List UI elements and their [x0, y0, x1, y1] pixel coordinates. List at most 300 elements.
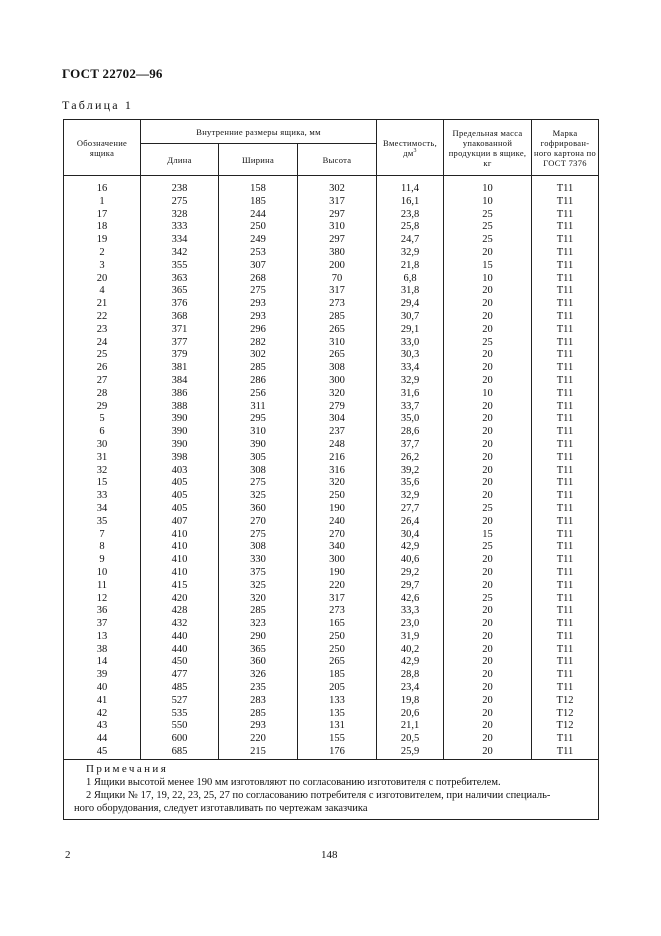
table-cell: 405	[171, 477, 188, 489]
table-cell: Т11	[556, 438, 574, 450]
table-cell: 13	[96, 630, 108, 642]
header-designation: Обозначение ящика	[64, 120, 141, 176]
table-cell: 273	[329, 298, 345, 310]
table-cell: Т11	[556, 733, 574, 745]
table-cell: 428	[171, 605, 188, 617]
table-cell: 40,2	[400, 643, 420, 655]
table-cell: Т11	[556, 630, 574, 642]
table-cell: 317	[329, 592, 345, 604]
table-cell: 340	[329, 541, 345, 553]
table-cell: Т11	[556, 515, 574, 527]
table-cell: 25	[482, 592, 493, 604]
table-cell: 450	[171, 656, 188, 668]
table-cell: 325	[250, 579, 266, 591]
table-cell: 20	[482, 426, 493, 438]
table-cell: Т12	[556, 707, 574, 719]
table-cell: 268	[250, 272, 266, 284]
table-cell: Т12	[556, 720, 574, 732]
column-max-mass	[444, 176, 532, 760]
table-cell: 32	[96, 464, 108, 476]
table-cell: 7	[99, 528, 105, 540]
table-cell: 6,8	[403, 272, 417, 284]
note-2-line-1: 2 Ящики № 17, 19, 22, 23, 25, 27 по согласованию потребителя с изготовителем, при наличии специаль-	[86, 789, 551, 801]
header-grade: Марка гофрирован-ного картона по ГОСТ 7376	[532, 120, 599, 176]
table-cell: 285	[329, 310, 345, 322]
table-cell: 216	[329, 451, 345, 463]
table-cell: 320	[329, 387, 345, 399]
table-cell: 20	[482, 413, 493, 425]
table-cell: 244	[250, 208, 266, 220]
page-marker-left: 2	[65, 849, 71, 861]
table-cell: 20	[482, 669, 493, 681]
table-cell: 30,7	[400, 310, 420, 322]
column-width	[219, 176, 298, 760]
table-cell: 371	[171, 323, 188, 335]
table-cell: 20	[482, 515, 493, 527]
table-cell: 10	[482, 195, 493, 207]
table-cell: 368	[171, 310, 188, 322]
table-cell: 12	[96, 592, 108, 604]
table-cell: 405	[171, 502, 188, 514]
table-cell: 158	[250, 183, 266, 194]
table-cell: 37,7	[400, 438, 420, 450]
table-cell: 20	[482, 490, 493, 502]
table-cell: 220	[329, 579, 345, 591]
table-cell: 22	[96, 310, 108, 322]
table-cell: 237	[329, 426, 345, 438]
table-cell: 10	[96, 566, 108, 578]
table-cell: 29	[96, 400, 108, 412]
table-cell: 293	[250, 310, 266, 322]
table-cell: 275	[250, 285, 266, 297]
table-cell: 20	[482, 349, 493, 361]
table-cell: 41	[96, 694, 108, 706]
table-cell: 302	[250, 349, 266, 361]
table-cell: 21,8	[400, 259, 420, 271]
table-cell: 11,4	[401, 183, 420, 194]
table-cell: Т11	[556, 643, 574, 655]
table-cell: 23,8	[400, 208, 420, 220]
header-length: Длина	[141, 144, 219, 176]
table-cell: 29,2	[400, 566, 420, 578]
table-cell: 6	[99, 426, 105, 438]
table-cell: 381	[171, 362, 188, 374]
table-cell: Т11	[556, 528, 574, 540]
table-cell: 283	[250, 694, 266, 706]
table-cell: 70	[331, 272, 343, 284]
table-cell: 328	[171, 208, 188, 220]
table-cell: 377	[171, 336, 188, 348]
table-body-row	[64, 176, 599, 760]
table-cell: 305	[250, 451, 266, 463]
table-cell: 33	[96, 490, 108, 502]
table-cell: 29,7	[400, 579, 420, 591]
note-1: 1 Ящики высотой менее 190 мм изготовляют по согласованию изготовителя с потребителем.	[86, 776, 501, 788]
table-cell: 296	[250, 323, 266, 335]
table-cell: 250	[329, 490, 345, 502]
table-cell: 20,6	[400, 707, 420, 719]
table-cell: 238	[171, 183, 188, 194]
header-width: Ширина	[219, 144, 298, 176]
table-cell: 36	[96, 605, 108, 617]
header-inner-dimensions: Внутренние размеры ящика, мм	[141, 120, 377, 144]
table-cell: Т11	[556, 554, 574, 566]
boxes-table	[63, 119, 599, 820]
column-length	[141, 176, 219, 760]
table-cell: 316	[329, 464, 345, 476]
table-cell: 45	[96, 746, 108, 758]
table-cell: 42,6	[400, 592, 420, 604]
table-cell: 10	[482, 387, 493, 399]
table-cell: 323	[250, 618, 266, 630]
header-height: Высота	[298, 144, 377, 176]
table-cell: Т11	[556, 285, 574, 297]
table-cell: 28	[96, 387, 108, 399]
table-cell: 20	[482, 720, 493, 732]
table-cell: 35,0	[400, 413, 420, 425]
table-cell: Т11	[556, 566, 574, 578]
table-cell: 30	[96, 438, 108, 450]
table-cell: 33,3	[400, 605, 420, 617]
table-caption: Таблица 1	[62, 98, 134, 112]
table-cell: 16,1	[400, 195, 420, 207]
table-cell: 29,4	[400, 298, 420, 310]
table-cell: 20	[482, 298, 493, 310]
table-cell: 25	[96, 349, 108, 361]
table-cell: 20	[482, 630, 493, 642]
table-cell: 8	[99, 541, 105, 553]
table-cell: 275	[250, 477, 266, 489]
table-cell: Т11	[556, 234, 574, 246]
table-cell: 31,9	[400, 630, 420, 642]
table-cell: 390	[171, 438, 188, 450]
table-cell: 20	[482, 323, 493, 335]
table-cell: 27,7	[400, 502, 420, 514]
table-cell: 220	[250, 733, 266, 745]
table-cell: 250	[250, 221, 266, 233]
table-cell: 42,9	[400, 541, 420, 553]
table-cell: 410	[171, 566, 188, 578]
table-cell: 31	[96, 451, 108, 463]
table-cell: 43	[96, 720, 108, 732]
table-cell: 15	[482, 259, 493, 271]
table-cell: 342	[171, 246, 188, 258]
table-cell: 550	[171, 720, 188, 732]
table-cell: 300	[329, 374, 345, 386]
table-cell: 42,9	[400, 656, 420, 668]
table-cell: Т11	[556, 374, 574, 386]
table-cell: 33,0	[400, 336, 420, 348]
table-cell: 253	[250, 246, 266, 258]
table-cell: Т11	[556, 605, 574, 617]
table-cell: 279	[329, 400, 345, 412]
table-cell: 20	[482, 579, 493, 591]
table-cell: Т11	[556, 656, 574, 668]
table-cell: 25,9	[400, 746, 420, 758]
table-cell: 384	[171, 374, 188, 386]
table-cell: 386	[171, 387, 188, 399]
table-cell: 39	[96, 669, 108, 681]
table-cell: Т11	[556, 362, 574, 374]
table-cell: 20	[482, 374, 493, 386]
table-cell: 297	[329, 234, 345, 246]
table-cell: Т11	[556, 387, 574, 399]
table-cell: Т11	[556, 502, 574, 514]
table-cell: 527	[171, 694, 188, 706]
table-cell: 25	[482, 221, 493, 233]
table-cell: 26,2	[400, 451, 420, 463]
table-cell: 310	[329, 221, 345, 233]
table-cell: 285	[250, 707, 266, 719]
table-cell: Т11	[556, 682, 574, 694]
table-cell: 270	[329, 528, 345, 540]
table-cell: Т11	[556, 541, 574, 553]
table-cell: Т11	[556, 336, 574, 348]
table-cell: 20	[482, 438, 493, 450]
table-cell: 176	[329, 746, 345, 758]
table-cell: Т11	[556, 183, 574, 194]
table-cell: 685	[171, 746, 188, 758]
table-cell: 420	[171, 592, 188, 604]
table-cell: 285	[250, 605, 266, 617]
table-cell: 375	[250, 566, 266, 578]
table-cell: 18	[96, 221, 108, 233]
table-cell: 19,8	[400, 694, 420, 706]
table-cell: 311	[250, 400, 266, 412]
table-cell: 320	[250, 592, 266, 604]
table-cell: Т11	[556, 195, 574, 207]
table-cell: 403	[171, 464, 188, 476]
table-cell: Т11	[556, 746, 574, 758]
table-cell: 317	[329, 195, 345, 207]
table-cell: 20	[482, 566, 493, 578]
table-cell: 388	[171, 400, 188, 412]
table-cell: 20	[482, 451, 493, 463]
table-cell: 155	[329, 733, 345, 745]
table-cell: 300	[329, 554, 345, 566]
table-cell: 34	[96, 502, 108, 514]
table-cell: 28,6	[400, 426, 420, 438]
table-cell: Т11	[556, 323, 574, 335]
table-cell: 24	[96, 336, 108, 348]
table-cell: 23	[96, 323, 108, 335]
table-cell: Т11	[556, 579, 574, 591]
table-cell: 15	[482, 528, 493, 540]
table-cell: 275	[250, 528, 266, 540]
table-cell: 390	[171, 426, 188, 438]
table-cell: 19	[96, 234, 108, 246]
document-code: ГОСТ 22702—96	[62, 66, 163, 81]
table-cell: 293	[250, 298, 266, 310]
table-cell: Т11	[556, 464, 574, 476]
table-cell: 376	[171, 298, 188, 310]
notes-title: Примечания	[86, 762, 169, 775]
table-cell: 326	[250, 669, 266, 681]
table-cell: Т11	[556, 246, 574, 258]
table-cell: 20	[482, 694, 493, 706]
table-cell: 35	[96, 515, 108, 527]
table-cell: 20	[482, 643, 493, 655]
table-cell: 23,0	[400, 618, 420, 630]
table-cell: 295	[250, 413, 266, 425]
table-cell: Т11	[556, 310, 574, 322]
table-cell: 2	[99, 246, 105, 258]
table-cell: 30,3	[400, 349, 420, 361]
table-cell: 31,8	[400, 285, 420, 297]
table-cell: 440	[171, 643, 188, 655]
table-cell: Т11	[556, 413, 574, 425]
table-cell: 185	[250, 195, 266, 207]
table-cell: 297	[329, 208, 345, 220]
table-cell: 325	[250, 490, 266, 502]
table-cell: Т11	[556, 618, 574, 630]
table-cell: 308	[250, 541, 266, 553]
table-cell: 37	[96, 618, 108, 630]
table-cell: 380	[329, 246, 345, 258]
table-cell: 4	[99, 285, 105, 297]
table-cell: 535	[171, 707, 188, 719]
table-cell: 249	[250, 234, 266, 246]
table-cell: 360	[250, 656, 266, 668]
table-cell: Т11	[556, 259, 574, 271]
table-cell: 440	[171, 630, 188, 642]
table-cell: 302	[329, 183, 345, 194]
table-cell: 398	[171, 451, 188, 463]
column-height	[298, 176, 377, 760]
table-cell: 235	[250, 682, 266, 694]
table-cell: 273	[329, 605, 345, 617]
table-cell: 265	[329, 349, 345, 361]
table-cell: 26,4	[400, 515, 420, 527]
table-cell: 282	[250, 336, 266, 348]
table-cell: 20	[482, 618, 493, 630]
table-cell: 275	[171, 195, 188, 207]
table-cell: 27	[96, 374, 108, 386]
table-cell: 20	[482, 246, 493, 258]
table-cell: 205	[329, 682, 345, 694]
table-cell: 31,6	[400, 387, 420, 399]
table-cell: Т11	[556, 669, 574, 681]
column-designation	[64, 176, 141, 760]
table-cell: 21	[96, 298, 108, 310]
table-cell: 25	[482, 234, 493, 246]
table-cell: 355	[171, 259, 188, 271]
table-cell: 38	[96, 643, 108, 655]
table-cell: 25	[482, 502, 493, 514]
table-cell: 20	[482, 554, 493, 566]
table-cell: Т11	[556, 400, 574, 412]
table-cell: 20	[482, 605, 493, 617]
table-cell: 365	[171, 285, 188, 297]
table-cell: 5	[99, 413, 105, 425]
table-cell: 20	[482, 400, 493, 412]
table-cell: 25	[482, 208, 493, 220]
table-cell: 20	[96, 272, 108, 284]
table-cell: 407	[171, 515, 188, 527]
table-cell: 10	[482, 183, 493, 194]
table-cell: Т11	[556, 349, 574, 361]
table-cell: 308	[250, 464, 266, 476]
table-cell: 23,4	[400, 682, 420, 694]
table-cell: 365	[250, 643, 266, 655]
table-cell: Т12	[556, 694, 574, 706]
table-cell: Т11	[556, 451, 574, 463]
table-cell: 9	[99, 554, 105, 566]
notes-section	[64, 759, 599, 819]
table-cell: 16	[96, 183, 108, 194]
table-cell: 32,9	[400, 374, 420, 386]
note-2-line-2: ного оборудования, следует изготавливать по чертежам заказчика	[74, 802, 368, 814]
table-cell: 26	[96, 362, 108, 374]
table-cell: 29,1	[400, 323, 420, 335]
table-cell: 317	[329, 285, 345, 297]
table-cell: 20	[482, 362, 493, 374]
table-cell: 21,1	[400, 720, 420, 732]
table-cell: 265	[329, 323, 345, 335]
table-cell: 25	[482, 336, 493, 348]
table-cell: 405	[171, 490, 188, 502]
table-cell: 256	[250, 387, 266, 399]
table-cell: 20	[482, 682, 493, 694]
table-cell: 35,6	[400, 477, 420, 489]
table-cell: 20	[482, 477, 493, 489]
table-cell: 600	[171, 733, 188, 745]
table-cell: 250	[329, 630, 345, 642]
table-cell: 190	[329, 502, 345, 514]
table-cell: 42	[96, 707, 108, 719]
table-cell: 133	[329, 694, 345, 706]
column-grade	[532, 176, 599, 760]
table-cell: Т11	[556, 592, 574, 604]
header-capacity	[377, 120, 444, 176]
table-cell: 20	[482, 285, 493, 297]
header-max-mass: Предельная масса упакованной продукции в ящике, кг	[444, 120, 532, 176]
table-cell: 20	[482, 464, 493, 476]
table-cell: 310	[250, 426, 266, 438]
table-cell: 310	[329, 336, 345, 348]
table-cell: 1	[99, 195, 105, 207]
header-capacity-sup: 3	[413, 147, 417, 154]
table-cell: 308	[329, 362, 345, 374]
table-cell: 415	[171, 579, 188, 591]
table-cell: 215	[250, 746, 266, 758]
table-cell: Т11	[556, 298, 574, 310]
table-cell: 410	[171, 528, 188, 540]
table-cell: 44	[96, 733, 108, 745]
table-cell: 390	[250, 438, 266, 450]
table-cell: 20	[482, 707, 493, 719]
table-cell: 165	[329, 618, 345, 630]
table-cell: 185	[329, 669, 345, 681]
table-cell: 135	[329, 707, 345, 719]
table-cell: 270	[250, 515, 266, 527]
table-cell: 30,4	[400, 528, 420, 540]
table-cell: 17	[96, 208, 108, 220]
table-cell: 330	[250, 554, 266, 566]
table-cell: 333	[171, 221, 188, 233]
table-cell: 32,9	[400, 490, 420, 502]
table-cell: Т11	[556, 208, 574, 220]
table-cell: 33,7	[400, 400, 420, 412]
table-cell: 25,8	[400, 221, 420, 233]
table-cell: 320	[329, 477, 345, 489]
table-cell: 307	[250, 259, 266, 271]
table-cell: 285	[250, 362, 266, 374]
table-cell: Т11	[556, 477, 574, 489]
table-cell: 11	[96, 579, 108, 591]
table-cell: 33,4	[400, 362, 420, 374]
table-cell: 3	[99, 259, 105, 271]
